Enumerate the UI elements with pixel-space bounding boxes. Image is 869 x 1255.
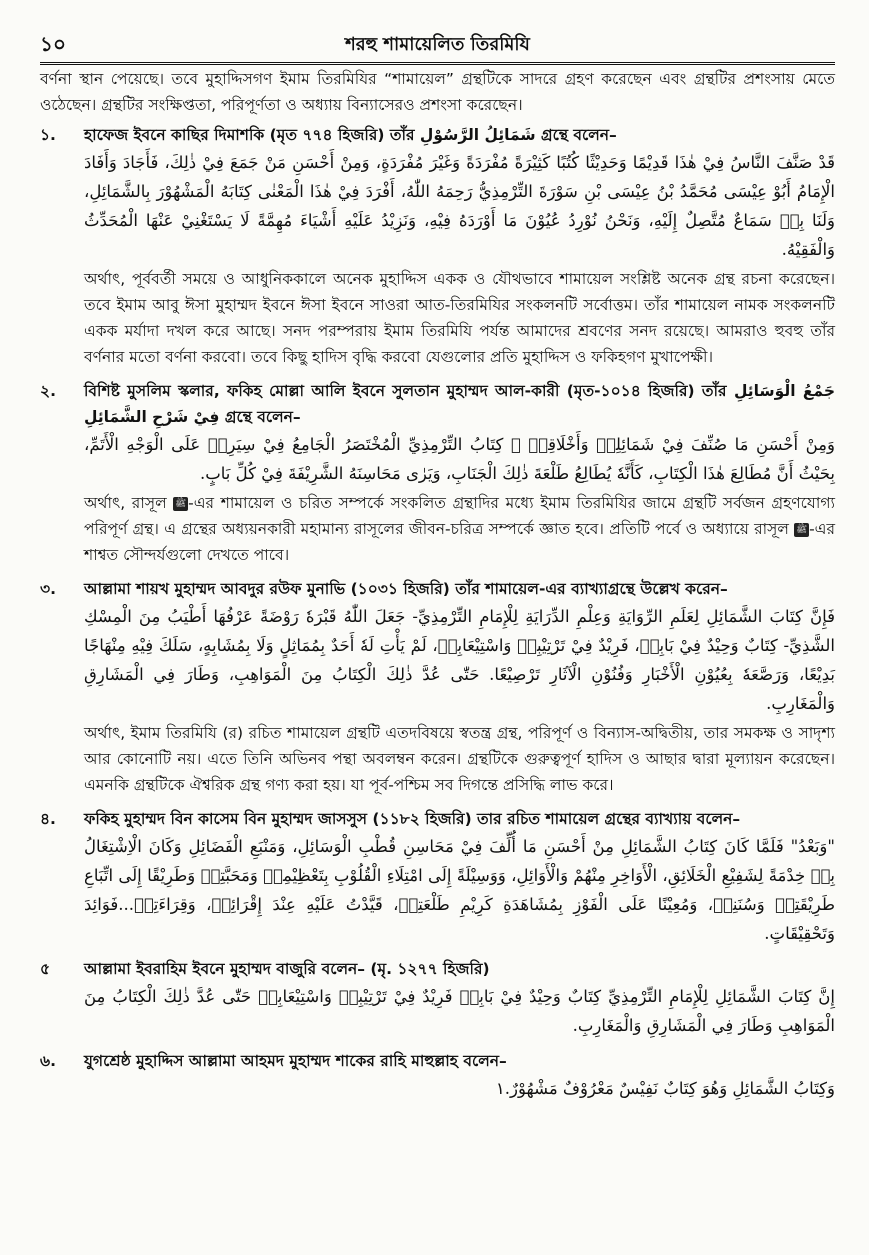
quote-item-3 [40,576,835,798]
arabic-quote: وَمِنْ أَحْسَنِ مَا صُنِّفَ فِيْ شَمَائِلِهٖ وَأَخْلَاقِهٖ ﷺ كِتَابُ التِّرْمِذِيِّ الْمُخْتَصَرُ الْجَامِعُ فِيْ سِيَرِهٖ عَلَى الْوَجْهِ الْأَتَمِّ، بِحَيْثُ أَنَّ مُطَالِعَ هٰذَا الْكِتَابِ، كَأَنَّهٗ يُطَالِعُ طَلْعَةَ ذٰلِكَ الْجَنَابِ، وَيَرٰى مَحَاسِنَهُ الشَّرِيْفَةَ فِيْ كُلِّ بَابٍ. [84,435,835,483]
item-number: ৪. [40,810,56,828]
page-body [40,66,835,1103]
quote-item-5 [40,956,835,1040]
page-number: ১০ [40,32,66,56]
intro-paragraph: বর্ণনা স্থান পেয়েছে। তবে মুহাদ্দিসগণ ইমাম তিরমিযির “শামায়েল” গ্রন্থটিকে সাদরে গ্রহণ করেছেন এবং গ্রন্থটির প্রশংসায় মেতে ওঠেছেন। গ্রন্থটির সংক্ষিপ্ততা, পরিপূর্ণতা ও অধ্যায় বিন্যাসেরও প্রশংসা করেছেন। [40,70,835,114]
translation-part: -এর শামায়েল ও চরিত সম্পর্কে সংকলিত গ্রন্থাদির মধ্যে ইমাম তিরমিযির জামে গ্রন্থটি সর্বজন গ্রহণযোগ্য পরিপূর্ণ গ্রন্থ। এ গ্রন্থের অধ্যয়নকারী মহামান্য রাসূলের জীবন-চরিত্র সম্পর্কে জ্ঞাত হবে। প্রতিটি পর্বে ও অধ্যায়ে রাসূল [84,494,835,538]
arabic-quote: قَدْ صَنَّفَ النَّاسُ فِيْ هٰذَا قَدِيْمًا وَحَدِيْثًا كُتُبًا كَثِيْرَةً مُفْرَدَةً وَغَيْرَ مُفْرَدَةٍ، وَمِنْ أَحْسَنِ مَنْ جَمَعَ فِيْ ذٰلِكَ، فَأَجَادَ وَأَفَادَ الْإِمَامُ أَبُوْ عِيْسَى مُحَمَّدُ بْنُ عِيْسَى بْنِ سَوْرَةَ التِّرْمِذِيُّ رَحِمَهُ اللّٰهُ، أَفْرَدَ فِيْ هٰذَا الْمَعْنٰى كِتَابَهُ الْمَشْهُوْرَ بِالشَّمَائِلِ، وَلَنَا بِهٖ سَمَاعٌ مُتَّصِلٌ إِلَيْهِ، وَنَحْنُ نُوْرِدُ عُيُوْنَ مَا أَوْرَدَهُ فِيْهِ، وَنَزِيْدُ عَلَيْهِ أَشْيَاءَ مُهِمَّةً لَا يَسْتَغْنِيْ عَنْهَا الْمُحَدِّثُ وَالْفَقِيْهُ. [84,153,835,259]
honorific-glyph: ﷺ [796,524,808,535]
arabic-quote: فَإِنَّ كِتَابَ الشَّمَائِلِ لِعَلَمِ الرِّوَايَةِ وَعِلْمِ الدِّرَايَةِ لِلْإِمَامِ التِّرْمِذِيِّ- جَعَلَ اللّٰهُ قَبْرَهٗ رَوْضَةً عَرْفُهَا أَطْيَبُ مِنَ الْمِسْكِ الشَّذِيِّ- كِتَابٌ وَحِيْدٌ فِيْ بَابِهٖ، فَرِيْدٌ فِيْ تَرْتِيْبِهٖ وَاسْتِيْعَابِهٖ، لَمْ يَأْتِ لَهٗ أَحَدٌ بِمُمَاثِلٍ وَلَا بِمُشَابِهٍ، سَلَكَ فِيْهِ مِنْهَاجًا بَدِيْعًا، وَرَصَّعَهٗ بِعُيُوْنِ الْأَخْبَارِ وَفُنُوْنِ الْآثَارِ تَرْصِيْعًا. حَتّٰى عُدَّ ذٰلِكَ الْكِتَابُ مِنَ الْمَوَاهِبِ، وَطَارَ فِي الْمَشَارِقِ وَالْمَغَارِبِ. [84,607,835,713]
item-heading: বিশিষ্ট মুসলিম স্কলার, ফকিহ মোল্লা আলি ইবনে সুলতান মুহাম্মদ আল-কারী (মৃত-১০১৪ হিজরি) তাঁর جَمْعُ الْوَسَائِلِ فِيْ شَرْحِ الشَّمَائِلِ গ্রন্থে বলেন– [84,382,835,426]
running-title: শরহু শামায়েলিত তিরমিযি [345,34,530,55]
page-header [40,28,835,65]
translation-part: অর্থাৎ, রাসূল [84,494,174,512]
bengali-translation: অর্থাৎ, পূর্ববর্তী সময়ে ও আধুনিককালে অনেক মুহাদ্দিস একক ও যৌথভাবে শামায়েল সংশ্লিষ্ট অনেক গ্রন্থ রচনা করেছেন। তবে ইমাম আবু ঈসা মুহাম্মদ ইবনে ঈসা ইবনে সাওরা আত-তিরমিযির সংকলনটি সর্বোত্তম। তাঁর শামায়েল নামক সংকলনটি একক মর্যাদা দখল করে আছে। সনদ পরম্পরায় ইমাম তিরমিযি পর্যন্ত আমাদের শ্রবণের সনদ রয়েছে। আমরাও হুবহু তাঁর বর্ণনার মতো বর্ণনা করবো। তবে কিছু হাদিস বৃদ্ধি করবো যেগুলোর প্রতি মুহাদ্দিস ও ফকিহগণ মুখাপেক্ষী। [84,270,835,366]
item-number: ১. [40,126,56,144]
item-number: ৬. [40,1052,56,1070]
quote-item-4 [40,806,835,948]
honorific-glyph: ﷺ [175,498,187,509]
quote-item-1 [40,122,835,370]
item-number: ৫ [40,960,51,978]
item-heading: ফকিহ মুহাম্মদ বিন কাসেম বিন মুহাম্মদ জাসসুস (১১৮২ হিজরি) তার রচিত শামায়েল গ্রন্থের ব্যাখ্যায় বলেন– [84,810,741,828]
arabic-quote: إِنَّ كِتَابَ الشَّمَائِلِ لِلْإِمَامِ التِّرْمِذِيِّ كِتَابٌ وَحِيْدٌ فِيْ بَابِهٖ فَرِيْدٌ فِيْ تَرْتِيْبِهٖ وَاسْتِيْعَابِهٖ حَتّٰى عُدَّ ذٰلِكَ الْكِتَابُ مِنَ الْمَوَاهِبِ وَطَارَ فِي الْمَشَارِقِ وَالْمَغَارِبِ. [84,987,835,1035]
arabic-quote: "وَبَعْدُ" فَلَمَّا كَانَ كِتَابُ الشَّمَائِلِ مِنْ أَحْسَنِ مَا أُلِّفَ فِيْ مَحَاسِنِ قُطْبِ الْوَسَائِلِ، وَمَنْبَعِ الْفَضَائِلِ وَكَانَ الْاِشْتِغَالُ بِهٖ خِدْمَةً لِشَفِيْعِ الْخَلَائِقِ، الْأَوَاخِرِ مِنْهُمْ وَالْأَوَائِلِ، وَوَسِيْلَةً إِلَى امْتِلَاءِ الْقُلُوْبِ بِتَعْظِيْمِهٖ وَمَحَبَّتِهٖ وَطَرِيْقًا إِلَى اتِّبَاعِ طَرِيْقَتِهٖ وَسُنَنِهٖ، وَمُعِيْنًا عَلَى الْفَوْزِ بِمُشَاهَدَةِ كَرِيْمِ طَلْعَتِهٖ، قَيَّدْتُ عَلَيْهِ عِنْدَ إِقْرَائِهٖ، وَقِرَاءَتِهٖ...فَوَائِدَ وَتَحْقِيْقَاتٍ. [84,837,835,943]
item-heading: যুগশ্রেষ্ঠ মুহাদ্দিস আল্লামা আহমদ মুহাম্মদ শাকের রাহি মাহুল্লাহ বলেন– [84,1052,507,1070]
bengali-translation: অর্থাৎ, ইমাম তিরমিযি (র) রচিত শামায়েল গ্রন্থটি এতদবিষয়ে স্বতন্ত্র গ্রন্থ, পরিপূর্ণ ও বিন্যাস-অদ্বিতীয়, তার সমকক্ষ ও সাদৃশ্য আর কোনোটি নয়। এতে তিনি অভিনব পন্থা অবলম্বন করেন। গ্রন্থটিকে গুরুত্বপূর্ণ হাদিস ও আছার দ্বারা মূল্যায়ন করেছেন। এমনকি গ্রন্থটিকে ঐশ্বরিক গ্রন্থ গণ্য করা হয়। যা পূর্ব-পশ্চিম সব দিগন্তে প্রসিদ্ধি লাভ করে। [84,724,835,794]
item-number: ২. [40,382,56,400]
translation-part: -এর শাশ্বত সৌন্দর্যগুলো দেখতে পাবে। [84,520,835,564]
item-heading: আল্লামা শায়খ মুহাম্মদ আবদুর রউফ মুনাভি (১০৩১ হিজরি) তাঁর শামায়েল-এর ব্যাখ্যাগ্রন্থে উল্লেখ করেন– [84,580,728,598]
bengali-translation [84,490,835,568]
arabic-quote: وَكِتَابُ الشَّمَائِلِ وَهُوَ كِتَابٌ نَفِيْسٌ مَعْرُوْفٌ مَشْهُوْرٌ.١ [495,1079,835,1098]
quote-item-2 [40,378,835,568]
quote-item-6 [40,1048,835,1103]
item-heading: হাফেজ ইবনে কাছির দিমাশকি (মৃত ৭৭৪ হিজরি) তাঁর شَمَائِلُ الرَّسُوْلِ গ্রন্থে বলেন– [84,126,617,144]
item-number: ৩. [40,580,56,598]
item-heading: আল্লামা ইবরাহিম ইবনে মুহাম্মদ বাজুরি বলেন– (মৃ. ১২৭৭ হিজরি) [84,960,490,978]
